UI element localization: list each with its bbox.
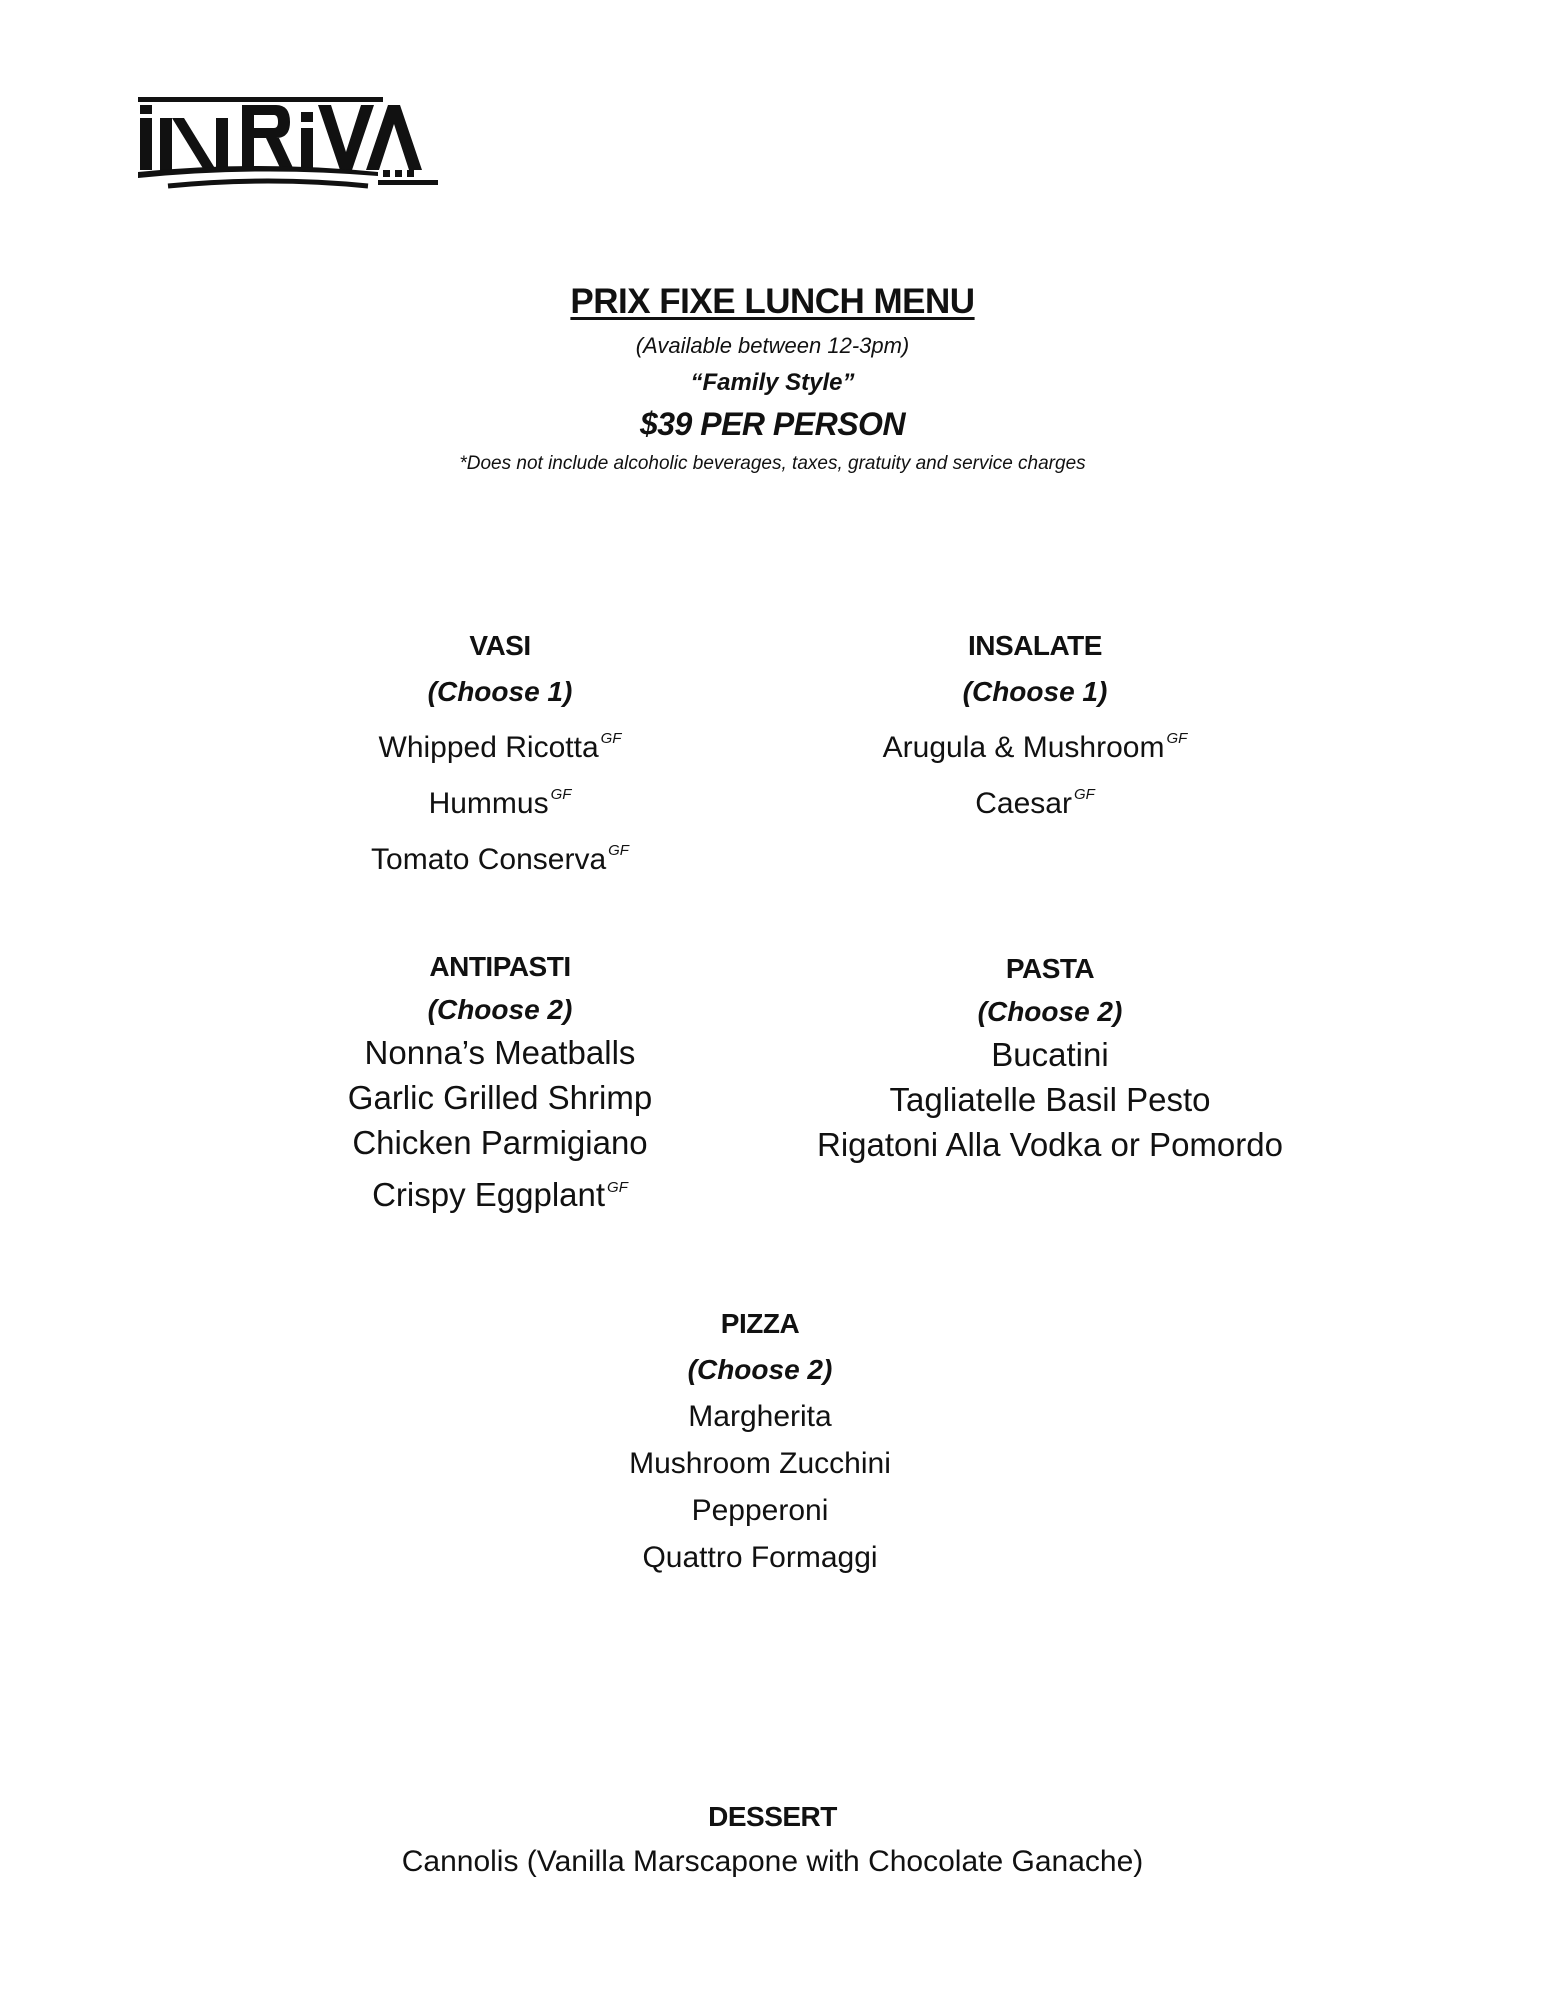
- menu-item-list: [500, 1393, 1020, 1581]
- menu-title: PRIX FIXE LUNCH MENU: [570, 282, 975, 321]
- menu-item-name: Chicken Parmigiano: [352, 1124, 648, 1161]
- menu-item: [500, 1487, 1020, 1534]
- choose-count: (Choose 1): [427, 676, 573, 707]
- menu-item: [240, 1030, 760, 1075]
- menu-item-name: Cannolis (Vanilla Marscapone with Chocolate Ganache): [401, 1845, 1144, 1878]
- choose-count: (Choose 1): [962, 676, 1108, 707]
- section-dessert: [0, 1795, 1545, 1885]
- gluten-free-tag: GF: [607, 1179, 628, 1196]
- menu-item: [780, 1077, 1320, 1122]
- section-vasi: [240, 623, 760, 883]
- menu-item-name: Margherita: [688, 1400, 832, 1433]
- choose-count: (Choose 2): [977, 996, 1123, 1027]
- menu-item: [775, 715, 1295, 771]
- menu-item: [240, 1120, 760, 1165]
- gluten-free-tag: GF: [1073, 786, 1095, 803]
- menu-item: [500, 1393, 1020, 1440]
- section-insalate: [775, 623, 1295, 827]
- menu-item-name: Mushroom Zucchini: [629, 1447, 891, 1480]
- price-disclaimer: *Does not include alcoholic beverages, taxes, gratuity and service charges: [459, 453, 1086, 474]
- gluten-free-tag: GF: [1166, 730, 1188, 747]
- menu-item-list: [775, 715, 1295, 827]
- menu-item-name: Quattro Formaggi: [642, 1541, 878, 1574]
- menu-item: [500, 1534, 1020, 1581]
- menu-header: [0, 276, 1545, 480]
- menu-item: [240, 1075, 760, 1120]
- menu-item-name: Garlic Grilled Shrimp: [347, 1079, 653, 1116]
- section-title: ANTIPASTI: [429, 951, 571, 982]
- price-per-person: $39 PER PERSON: [639, 406, 906, 442]
- menu-item: [240, 771, 760, 827]
- section-title: PASTA: [1005, 953, 1095, 984]
- menu-item-list: [240, 715, 760, 883]
- menu-item: [240, 827, 760, 883]
- menu-item-name: Tagliatelle Basil Pesto: [889, 1081, 1211, 1118]
- section-title: PIZZA: [720, 1308, 800, 1339]
- menu-item-name: Crispy Eggplant: [372, 1176, 606, 1213]
- menu-item: [780, 1032, 1320, 1077]
- family-style-note: “Family Style”: [690, 369, 855, 396]
- gluten-free-tag: GF: [550, 786, 572, 803]
- section-title: INSALATE: [968, 630, 1102, 661]
- menu-item: [0, 1839, 1545, 1885]
- menu-item-name: Rigatoni Alla Vodka or Pomordo: [817, 1126, 1283, 1163]
- section-pasta: [780, 946, 1320, 1167]
- section-title: DESSERT: [708, 1801, 837, 1832]
- logo-mark: [138, 92, 443, 192]
- menu-item-list: [240, 1030, 760, 1217]
- menu-item-name: Whipped Ricotta: [378, 731, 599, 764]
- menu-item-name: Bucatini: [991, 1036, 1109, 1073]
- menu-item-name: Tomato Conserva: [371, 843, 607, 876]
- menu-item: [240, 715, 760, 771]
- menu-item: [780, 1122, 1320, 1167]
- gluten-free-tag: GF: [608, 842, 629, 859]
- availability-note: (Available between 12-3pm): [635, 333, 910, 358]
- menu-item: [500, 1440, 1020, 1487]
- menu-item-list: [780, 1032, 1320, 1167]
- menu-item-name: Nonna’s Meatballs: [364, 1034, 636, 1071]
- menu-item-name: Pepperoni: [691, 1494, 829, 1527]
- restaurant-logo: [138, 92, 443, 192]
- gluten-free-tag: GF: [600, 730, 622, 747]
- menu-item-name: Hummus: [428, 787, 549, 820]
- section-title: VASI: [469, 630, 531, 661]
- section-antipasti: [240, 944, 760, 1217]
- menu-item-name: Arugula & Mushroom: [882, 731, 1165, 764]
- menu-item-name: Caesar: [975, 787, 1072, 820]
- choose-count: (Choose 2): [427, 994, 573, 1025]
- section-pizza: [500, 1301, 1020, 1581]
- menu-item: [775, 771, 1295, 827]
- choose-count: (Choose 2): [687, 1354, 833, 1385]
- menu-item-list: [0, 1839, 1545, 1885]
- menu-item: [240, 1165, 760, 1217]
